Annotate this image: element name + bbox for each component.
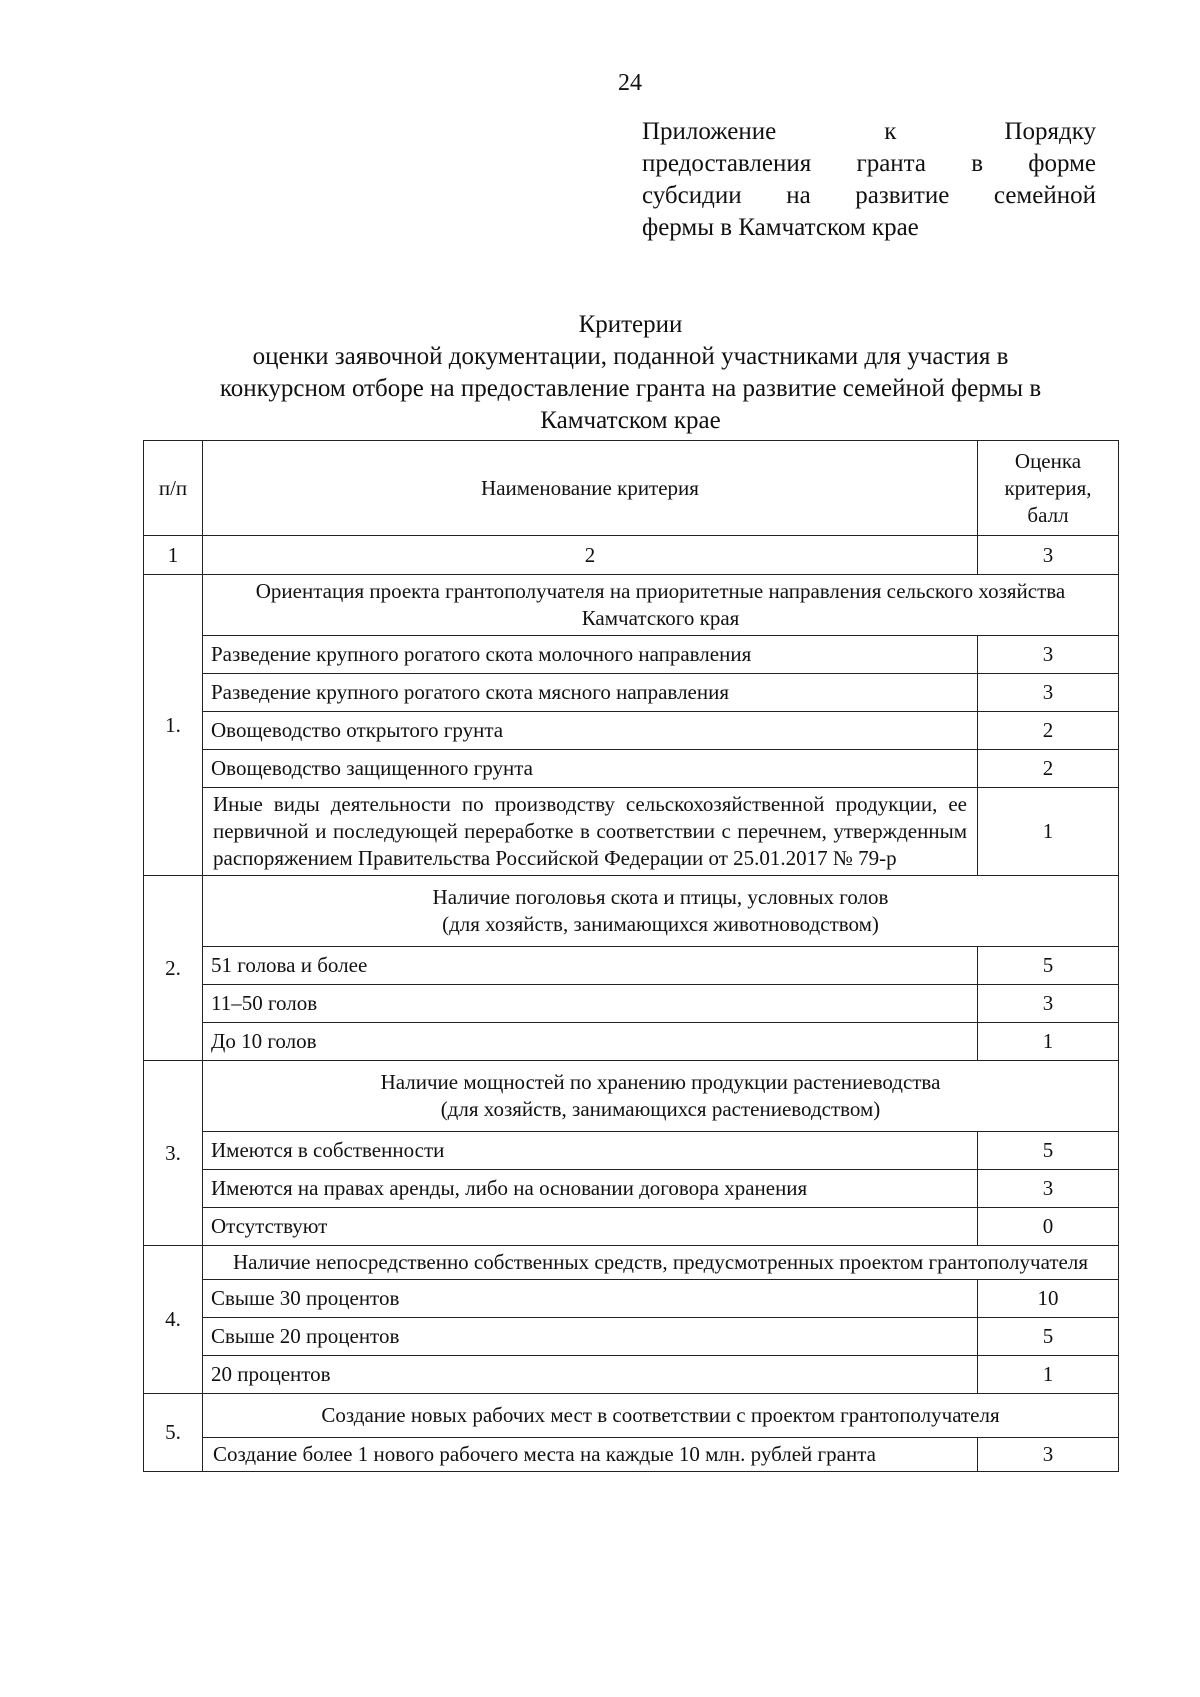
group-title: Наличие непосредственно собственных средств, предусмотренных проектом грантополучателя	[203, 1246, 1119, 1280]
group-title	[203, 1061, 1119, 1132]
criterion-name: Разведение крупного рогатого скота молочного направления	[203, 636, 978, 674]
appendix-line: Приложение к Порядку	[642, 118, 1096, 145]
table-row	[144, 750, 1119, 788]
header-num: п/п	[144, 441, 203, 536]
column-index-row	[144, 536, 1119, 575]
group-number: 2.	[144, 876, 203, 1061]
group-title-row	[144, 1061, 1119, 1132]
criterion-name: Отсутствуют	[203, 1208, 978, 1246]
appendix-line: фермы в Камчатском крае	[642, 214, 919, 241]
group-title-line: Наличие поголовья скота и птицы, условных голов	[432, 885, 889, 909]
group-title-row	[144, 575, 1119, 636]
criterion-name: 11–50 голов	[203, 985, 978, 1023]
criterion-score: 2	[978, 712, 1119, 750]
group-title-line: (для хозяйств, занимающихся растениеводством)	[440, 1097, 881, 1121]
table-header-row	[144, 441, 1119, 536]
table-row	[144, 712, 1119, 750]
criterion-score: 1	[978, 1356, 1119, 1394]
group-number: 4.	[144, 1246, 203, 1394]
criterion-name: Свыше 30 процентов	[203, 1280, 978, 1318]
criterion-score: 3	[978, 985, 1119, 1023]
document-title	[143, 309, 1118, 437]
criterion-name: 20 процентов	[203, 1356, 978, 1394]
header-score: Оценка критерия, балл	[978, 441, 1119, 536]
group-title-row	[144, 876, 1119, 947]
criterion-score: 3	[978, 1170, 1119, 1208]
criterion-score: 5	[978, 1318, 1119, 1356]
criterion-name: Овощеводство открытого грунта	[203, 712, 978, 750]
page-number: 24	[618, 70, 642, 96]
group-title	[203, 876, 1119, 947]
column-index: 2	[203, 536, 978, 575]
group-number: 5.	[144, 1394, 203, 1472]
criterion-score: 3	[978, 1438, 1119, 1472]
table-row	[144, 1208, 1119, 1246]
column-index: 1	[144, 536, 203, 575]
table-row	[144, 985, 1119, 1023]
appendix-note	[642, 116, 1096, 244]
criterion-name: Разведение крупного рогатого скота мясного направления	[203, 674, 978, 712]
criteria-table	[143, 440, 1119, 1472]
group-title-row	[144, 1246, 1119, 1280]
group-number: 1.	[144, 575, 203, 876]
group-title: Ориентация проекта грантополучателя на приоритетные направления сельского хозяйства Камчатского края	[203, 575, 1119, 636]
column-index: 3	[978, 536, 1119, 575]
appendix-line: субсидии на развитие семейной	[642, 182, 1096, 209]
criterion-name: 51 голова и более	[203, 947, 978, 985]
criterion-name: Имеются на правах аренды, либо на основании договора хранения	[203, 1170, 978, 1208]
table-row	[144, 1132, 1119, 1170]
table-row	[144, 1170, 1119, 1208]
table-row	[144, 636, 1119, 674]
criterion-name: Свыше 20 процентов	[203, 1318, 978, 1356]
table-row	[144, 1280, 1119, 1318]
table-row	[144, 1438, 1119, 1472]
criterion-score: 3	[978, 674, 1119, 712]
criterion-score: 3	[978, 636, 1119, 674]
criterion-name: Имеются в собственности	[203, 1132, 978, 1170]
criterion-score: 1	[978, 788, 1119, 876]
table-row	[144, 674, 1119, 712]
title-subtitle-line: конкурсном отборе на предоставление гранта на развитие семейной фермы в	[219, 375, 1042, 402]
header-name: Наименование критерия	[203, 441, 978, 536]
group-number: 3.	[144, 1061, 203, 1246]
title-subtitle-line: Камчатском крае	[540, 407, 721, 434]
criterion-score: 2	[978, 750, 1119, 788]
criterion-score: 10	[978, 1280, 1119, 1318]
criterion-score: 0	[978, 1208, 1119, 1246]
title-heading: Критерии	[578, 311, 683, 338]
group-title: Создание новых рабочих мест в соответствии с проектом грантополучателя	[203, 1394, 1119, 1438]
table-row	[144, 1356, 1119, 1394]
group-title-line: Наличие мощностей по хранению продукции растениеводства	[380, 1070, 941, 1094]
criterion-name: До 10 голов	[203, 1023, 978, 1061]
table-row	[144, 947, 1119, 985]
criterion-score: 5	[978, 947, 1119, 985]
table-row	[144, 788, 1119, 876]
criterion-score: 1	[978, 1023, 1119, 1061]
group-title-row	[144, 1394, 1119, 1438]
group-title-line: (для хозяйств, занимающихся животноводством)	[442, 912, 879, 936]
appendix-line: предоставления гранта в форме	[642, 150, 1096, 177]
table-row	[144, 1023, 1119, 1061]
criterion-score: 5	[978, 1132, 1119, 1170]
table-row	[144, 1318, 1119, 1356]
criterion-name: Создание более 1 нового рабочего места на каждые 10 млн. рублей гранта	[203, 1438, 978, 1472]
criterion-name: Иные виды деятельности по производству сельскохозяйственной продукции, ее первичной и последующей переработке в соответствии с перечнем, утвержденным распоряжением Правительства Российской Федерации от 25.01.2017 № 79-р	[203, 788, 978, 876]
title-subtitle-line: оценки заявочной документации, поданной участниками для участия в	[252, 343, 1009, 370]
criterion-name: Овощеводство защищенного грунта	[203, 750, 978, 788]
